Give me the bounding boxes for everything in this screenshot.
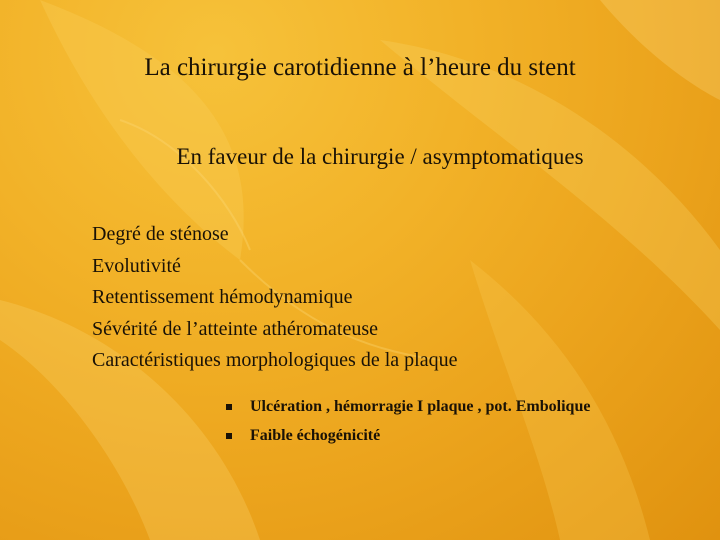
sub-item (226, 392, 590, 421)
sub-item-label: Faible échogénicité (250, 427, 381, 444)
criteria-item: Sévérité de l’atteinte athéromateuse (92, 317, 378, 340)
square-bullet-icon (226, 404, 232, 410)
slide-title: La chirurgie carotidienne à l’heure du stent (144, 54, 576, 81)
criteria-item: Degré de sténose (92, 223, 229, 245)
slide-subtitle: En faveur de la chirurgie / asymptomatiques (176, 144, 584, 169)
plaque-characteristics-list (226, 392, 590, 450)
criteria-item: Caractéristiques morphologiques de la plaque (92, 349, 458, 371)
criteria-list (92, 219, 457, 377)
criteria-item: Retentissement hémodynamique (92, 286, 353, 308)
sub-item-label: Ulcération , hémorragie I plaque , pot. Embolique (250, 398, 591, 415)
sub-item (226, 421, 590, 450)
square-bullet-icon (226, 433, 232, 439)
criteria-item: Evolutivité (92, 254, 181, 277)
